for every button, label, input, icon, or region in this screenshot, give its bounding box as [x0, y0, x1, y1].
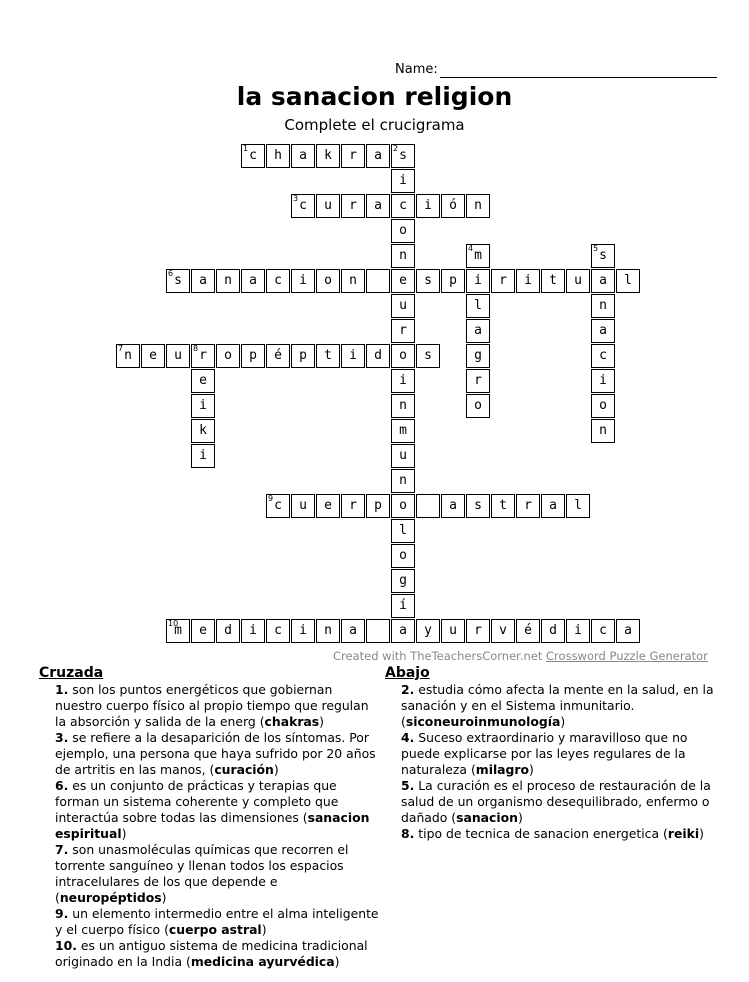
- grid-cell[interactable]: [191, 344, 215, 368]
- cell-letter: k: [199, 423, 207, 438]
- grid-cell[interactable]: [516, 494, 540, 518]
- cell-letter: u: [574, 273, 582, 288]
- cell-number: 3: [293, 194, 299, 203]
- cell-letter: c: [599, 623, 607, 638]
- cell-number: 1: [243, 144, 249, 153]
- grid-cell[interactable]: [391, 244, 415, 268]
- grid-cell[interactable]: [141, 344, 165, 368]
- cell-letter: i: [574, 623, 582, 638]
- cell-letter: i: [399, 373, 407, 388]
- cell-letter: a: [624, 623, 632, 638]
- grid-cell[interactable]: [416, 194, 440, 218]
- grid-cell[interactable]: [316, 194, 340, 218]
- grid-cell[interactable]: [466, 294, 490, 318]
- grid-cell[interactable]: [441, 619, 465, 643]
- cell-letter: p: [249, 348, 257, 363]
- grid-cell[interactable]: [566, 494, 590, 518]
- grid-cell[interactable]: [366, 194, 390, 218]
- grid-cell[interactable]: [391, 169, 415, 193]
- credit-line: [333, 649, 708, 663]
- page-title: la sanacion religion: [236, 82, 513, 111]
- grid-cell[interactable]: [591, 619, 615, 643]
- cell-letter: o: [399, 498, 407, 513]
- grid-cell[interactable]: [616, 269, 640, 293]
- grid-cell[interactable]: [341, 619, 365, 643]
- cell-letter: c: [599, 348, 607, 363]
- cell-letter: e: [199, 623, 207, 638]
- grid-cell[interactable]: [391, 194, 415, 218]
- grid-cell[interactable]: [341, 144, 365, 168]
- cell-letter: r: [349, 198, 357, 213]
- grid-cell[interactable]: [216, 619, 240, 643]
- grid-cell[interactable]: [166, 269, 190, 293]
- cell-letter: p: [299, 348, 307, 363]
- cell-letter: i: [199, 398, 207, 413]
- cell-letter: s: [424, 273, 432, 288]
- cell-letter: n: [349, 273, 357, 288]
- cell-letter: l: [474, 298, 482, 313]
- cell-letter: ó: [449, 198, 457, 213]
- cell-letter: s: [174, 273, 182, 288]
- cell-letter: a: [474, 323, 482, 338]
- cell-letter: u: [399, 298, 407, 313]
- grid-cell[interactable]: [166, 344, 190, 368]
- cell-letter: a: [449, 498, 457, 513]
- cell-letter: g: [474, 348, 482, 363]
- grid-cell[interactable]: [466, 194, 490, 218]
- grid-cell[interactable]: [266, 494, 290, 518]
- clue-across-10: 10. es un antiguo sistema de medicina tradicional originado en la India (medicina ayurvédica): [55, 938, 368, 969]
- grid-cell[interactable]: [416, 269, 440, 293]
- cell-letter: o: [224, 348, 232, 363]
- cell-number: 7: [118, 344, 124, 353]
- cell-letter: k: [324, 148, 332, 163]
- grid-cell[interactable]: [591, 269, 615, 293]
- cell-letter: e: [149, 348, 157, 363]
- cell-letter: é: [274, 348, 282, 363]
- grid-cell[interactable]: [391, 619, 415, 643]
- grid-cell[interactable]: [341, 269, 365, 293]
- cell-letter: a: [599, 273, 607, 288]
- grid-cell[interactable]: [291, 194, 315, 218]
- grid-cell[interactable]: [241, 619, 265, 643]
- grid-cell[interactable]: [391, 144, 415, 168]
- cell-letter: u: [174, 348, 182, 363]
- page-subtitle: Complete el crucigrama: [284, 116, 465, 134]
- cell-letter: s: [424, 348, 432, 363]
- grid-cell[interactable]: [241, 144, 265, 168]
- cell-letter: í: [399, 598, 407, 613]
- cell-letter: a: [199, 273, 207, 288]
- grid-cell[interactable]: [591, 344, 615, 368]
- grid-cell[interactable]: [266, 144, 290, 168]
- credit-link[interactable]: Crossword Puzzle Generator: [546, 649, 708, 663]
- grid-cell[interactable]: [191, 269, 215, 293]
- cell-number: 6: [168, 269, 174, 278]
- grid-cell[interactable]: [391, 269, 415, 293]
- cell-letter: r: [199, 348, 207, 363]
- cell-letter: n: [324, 623, 332, 638]
- grid-cell[interactable]: [341, 194, 365, 218]
- grid-cell[interactable]: [441, 194, 465, 218]
- grid-cell[interactable]: [391, 594, 415, 618]
- cell-letter: l: [624, 273, 632, 288]
- cell-letter: n: [399, 473, 407, 488]
- cell-letter: a: [599, 323, 607, 338]
- cell-letter: o: [324, 273, 332, 288]
- grid-cell[interactable]: [466, 344, 490, 368]
- grid-cell[interactable]: [391, 219, 415, 243]
- cell-letter: e: [199, 373, 207, 388]
- cell-letter: s: [399, 148, 407, 163]
- grid-cell[interactable]: [391, 444, 415, 468]
- cell-letter: t: [549, 273, 557, 288]
- cell-letter: m: [474, 248, 482, 263]
- cell-letter: t: [499, 498, 507, 513]
- grid-cell[interactable]: [391, 419, 415, 443]
- cell-letter: p: [449, 273, 457, 288]
- cell-letter: i: [299, 273, 307, 288]
- grid-cell[interactable]: [291, 344, 315, 368]
- grid-cell[interactable]: [516, 269, 540, 293]
- cell-number: 2: [393, 144, 399, 153]
- grid-cell[interactable]: [616, 619, 640, 643]
- cell-letter: r: [349, 498, 357, 513]
- cell-letter: u: [324, 198, 332, 213]
- cell-letter: c: [274, 498, 282, 513]
- cell-letter: n: [599, 423, 607, 438]
- down-heading: Abajo: [385, 665, 430, 681]
- grid-cell[interactable]: [366, 144, 390, 168]
- grid-cell[interactable]: [466, 494, 490, 518]
- grid-cell[interactable]: [191, 444, 215, 468]
- grid-cell[interactable]: [191, 619, 215, 643]
- grid-cell[interactable]: [366, 344, 390, 368]
- grid-cell[interactable]: [491, 269, 515, 293]
- clue-down-4: 4. Suceso extraordinario y maravilloso que no puede explicarse por las leyes regulares de la naturaleza (milagro): [401, 730, 688, 777]
- grid-cell[interactable]: [191, 369, 215, 393]
- cell-letter: a: [374, 148, 382, 163]
- cell-letter: r: [499, 273, 507, 288]
- clue-across-3: 3. se refiere a la desaparición de los síntomas. Por ejemplo, una persona que haya sufrido por 20 años de artritis en las manos, (curación): [55, 730, 376, 777]
- crossword-grid: [116, 144, 666, 644]
- grid-cell[interactable]: [466, 269, 490, 293]
- name-label: Name:: [395, 62, 438, 77]
- cell-letter: s: [599, 248, 607, 263]
- cell-letter: n: [399, 398, 407, 413]
- cell-letter: a: [549, 498, 557, 513]
- grid-cell[interactable]: [191, 419, 215, 443]
- grid-cell[interactable]: [591, 294, 615, 318]
- grid-cell[interactable]: [416, 344, 440, 368]
- grid-cell[interactable]: [591, 244, 615, 268]
- cell-letter: n: [599, 298, 607, 313]
- name-line[interactable]: [440, 77, 717, 78]
- across-clue-list: [55, 682, 380, 970]
- cell-letter: n: [124, 348, 132, 363]
- grid-cell[interactable]: [291, 619, 315, 643]
- cell-letter: n: [224, 273, 232, 288]
- grid-cell[interactable]: [341, 494, 365, 518]
- grid-cell[interactable]: [541, 619, 565, 643]
- grid-cell[interactable]: [316, 144, 340, 168]
- cell-letter: u: [399, 448, 407, 463]
- grid-cell[interactable]: [241, 269, 265, 293]
- across-heading: Cruzada: [39, 665, 104, 681]
- cell-letter: o: [474, 398, 482, 413]
- grid-cell[interactable]: [466, 369, 490, 393]
- grid-cell[interactable]: [291, 494, 315, 518]
- grid-cell[interactable]: [416, 619, 440, 643]
- cell-letter: n: [399, 248, 407, 263]
- cell-letter: c: [274, 623, 282, 638]
- cell-letter: g: [399, 573, 407, 588]
- cell-letter: h: [274, 148, 282, 163]
- cell-letter: d: [224, 623, 232, 638]
- cell-letter: o: [399, 223, 407, 238]
- cell-letter: r: [474, 373, 482, 388]
- grid-cell[interactable]: [541, 494, 565, 518]
- cell-letter: t: [324, 348, 332, 363]
- grid-cell[interactable]: [441, 269, 465, 293]
- cell-letter: c: [274, 273, 282, 288]
- cell-letter: n: [474, 198, 482, 213]
- grid-cell[interactable]: [391, 344, 415, 368]
- cell-letter: a: [399, 623, 407, 638]
- grid-cell[interactable]: [266, 344, 290, 368]
- cell-letter: r: [474, 623, 482, 638]
- cell-letter: i: [199, 448, 207, 463]
- grid-cell[interactable]: [316, 344, 340, 368]
- clue-down-5: 5. La curación es el proceso de restauración de la salud de un organismo desequilibrado, enfermo o dañado (sanacion): [401, 778, 711, 825]
- grid-cell[interactable]: [266, 269, 290, 293]
- grid-cell[interactable]: [591, 319, 615, 343]
- grid-cell[interactable]: [366, 619, 390, 643]
- grid-cell[interactable]: [366, 494, 390, 518]
- grid-cell[interactable]: [466, 319, 490, 343]
- grid-cell[interactable]: [216, 269, 240, 293]
- grid-cell[interactable]: [166, 619, 190, 643]
- cell-letter: i: [524, 273, 532, 288]
- grid-cell[interactable]: [491, 494, 515, 518]
- cell-letter: m: [174, 623, 182, 638]
- cell-letter: c: [249, 148, 257, 163]
- cell-letter: y: [424, 623, 432, 638]
- cell-letter: v: [499, 623, 507, 638]
- grid-cell[interactable]: [516, 619, 540, 643]
- grid-cell[interactable]: [291, 269, 315, 293]
- grid-cell[interactable]: [566, 619, 590, 643]
- cell-letter: i: [424, 198, 432, 213]
- credit-text: Created with TheTeachersCorner.net: [333, 649, 547, 663]
- cell-letter: d: [549, 623, 557, 638]
- grid-cell[interactable]: [266, 619, 290, 643]
- grid-cell[interactable]: [566, 269, 590, 293]
- cell-letter: a: [249, 273, 257, 288]
- grid-cell[interactable]: [391, 294, 415, 318]
- cell-letter: i: [599, 373, 607, 388]
- cell-letter: r: [349, 148, 357, 163]
- grid-cell[interactable]: [391, 469, 415, 493]
- cell-letter: e: [324, 498, 332, 513]
- grid-cell[interactable]: [391, 369, 415, 393]
- grid-cell[interactable]: [191, 394, 215, 418]
- cell-letter: s: [474, 498, 482, 513]
- grid-cell[interactable]: [391, 494, 415, 518]
- cell-letter: i: [399, 173, 407, 188]
- cell-letter: l: [399, 523, 407, 538]
- clue-across-6: 6. es un conjunto de prácticas y terapias que forman un sistema coherente y completo que interactúa sobre todas las dimensiones (sanacion espiritual): [55, 778, 370, 841]
- grid-cell[interactable]: [116, 344, 140, 368]
- cell-letter: a: [349, 623, 357, 638]
- grid-cell[interactable]: [466, 244, 490, 268]
- grid-cell[interactable]: [341, 344, 365, 368]
- grid-cell[interactable]: [216, 344, 240, 368]
- grid-cell[interactable]: [391, 544, 415, 568]
- cell-letter: u: [449, 623, 457, 638]
- grid-cell[interactable]: [241, 344, 265, 368]
- cell-letter: i: [349, 348, 357, 363]
- cell-number: 8: [193, 344, 199, 353]
- cell-letter: c: [299, 198, 307, 213]
- grid-cell[interactable]: [391, 519, 415, 543]
- cell-letter: i: [249, 623, 257, 638]
- cell-letter: o: [399, 548, 407, 563]
- clue-across-7: 7. son unasmoléculas químicas que recorren el torrente sanguíneo y llenan todos los espacios intracelulares de los que depende e (neuropéptidos): [55, 842, 349, 905]
- cell-letter: m: [399, 423, 407, 438]
- cell-number: 4: [468, 244, 474, 253]
- cell-letter: e: [399, 273, 407, 288]
- grid-cell[interactable]: [316, 494, 340, 518]
- cell-letter: a: [374, 198, 382, 213]
- grid-cell[interactable]: [316, 269, 340, 293]
- grid-cell[interactable]: [466, 394, 490, 418]
- grid-cell[interactable]: [391, 394, 415, 418]
- cell-letter: o: [599, 398, 607, 413]
- grid-cell[interactable]: [591, 369, 615, 393]
- grid-cell[interactable]: [441, 494, 465, 518]
- cell-number: 9: [268, 494, 274, 503]
- cell-number: 10: [168, 619, 179, 628]
- cell-letter: a: [299, 148, 307, 163]
- grid-cell[interactable]: [391, 319, 415, 343]
- down-clue-list: [401, 682, 721, 842]
- cell-letter: r: [524, 498, 532, 513]
- cell-letter: i: [299, 623, 307, 638]
- grid-cell[interactable]: [391, 569, 415, 593]
- clue-down-8: 8. tipo de tecnica de sanacion energetica (reiki): [401, 826, 704, 841]
- grid-cell[interactable]: [591, 394, 615, 418]
- grid-cell[interactable]: [416, 494, 440, 518]
- clue-down-2: 2. estudia cómo afecta la mente en la salud, en la sanación y en el Sistema inmunitario. (siconeuroinmunología): [401, 682, 714, 729]
- cell-letter: u: [299, 498, 307, 513]
- cell-letter: o: [399, 348, 407, 363]
- cell-letter: r: [399, 323, 407, 338]
- cell-letter: i: [474, 273, 482, 288]
- grid-cell[interactable]: [466, 619, 490, 643]
- clue-across-9: 9. un elemento intermedio entre el alma inteligente y el cuerpo físico (cuerpo astral): [55, 906, 379, 937]
- cell-letter: d: [374, 348, 382, 363]
- cell-letter: p: [374, 498, 382, 513]
- grid-cell[interactable]: [366, 269, 390, 293]
- cell-letter: é: [524, 623, 532, 638]
- grid-cell[interactable]: [541, 269, 565, 293]
- cell-number: 5: [593, 244, 599, 253]
- cell-letter: l: [574, 498, 582, 513]
- grid-cell[interactable]: [316, 619, 340, 643]
- clue-across-1: 1. son los puntos energéticos que gobiernan nuestro cuerpo físico al propio tiempo que regulan la absorción y salida de la energ (chakras): [55, 682, 369, 729]
- grid-cell[interactable]: [591, 419, 615, 443]
- grid-cell[interactable]: [291, 144, 315, 168]
- cell-letter: c: [399, 198, 407, 213]
- grid-cell[interactable]: [491, 619, 515, 643]
